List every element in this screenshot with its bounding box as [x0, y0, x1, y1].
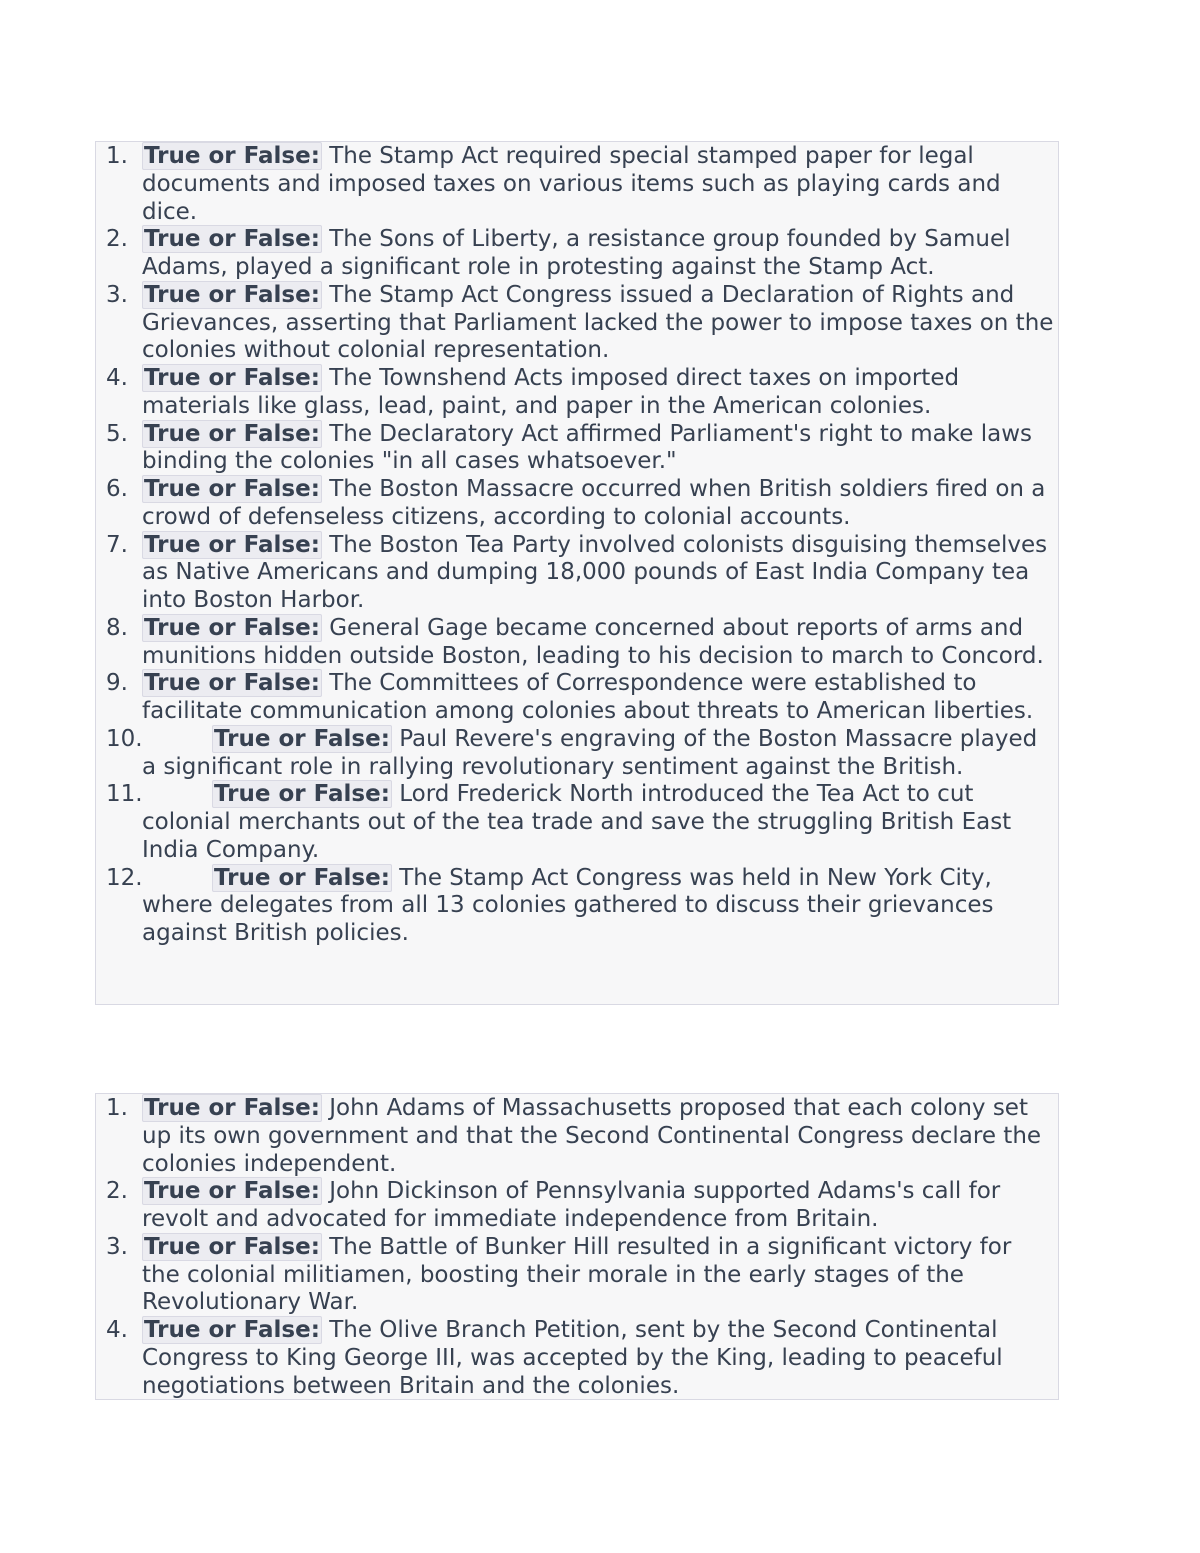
item-number: 6. [106, 476, 128, 502]
list-item [96, 143, 1058, 226]
item-number: 10. [106, 725, 143, 752]
item-number: 12. [106, 864, 143, 891]
list-item [96, 365, 1058, 421]
item-text: John Adams of Massachusetts proposed that each colony set up its own government and that the Second Continental Congress declare the colonies independent. [142, 1095, 1042, 1177]
true-false-label: True or False: [214, 725, 390, 752]
item-text: General Gage became concerned about reports of arms and munitions hidden outside Boston, leading to his decision to march to Concord. [142, 614, 1044, 669]
item-number: 2. [106, 226, 128, 253]
item-text: Paul Revere's engraving of the Boston Massacre played a significant role in rallying revolutionary sentiment against the British. [142, 725, 1038, 780]
item-number: 5. [106, 420, 128, 447]
question-block-1 [95, 141, 1059, 1005]
item-text: The Stamp Act Congress was held in New York City, where delegates from all 13 colonies gathered to discuss their grievances against British policies. [142, 864, 994, 946]
list-item [96, 781, 1058, 864]
item-number: 9. [106, 670, 128, 697]
true-false-label: True or False: [144, 1178, 320, 1205]
list-item [96, 1317, 1058, 1400]
item-number: 4. [106, 1317, 128, 1343]
item-number: 1. [106, 143, 128, 169]
item-text: The Stamp Act Congress issued a Declaration of Rights and Grievances, asserting that Parliament lacked the power to impose taxes on the colonies without colonial representation. [142, 281, 1054, 364]
list-item [96, 615, 1058, 671]
item-text: The Townshend Acts imposed direct taxes on imported materials like glass, lead, paint, and paper in the American colonies. [142, 365, 960, 419]
true-false-label: True or False: [214, 864, 390, 891]
list-item [96, 865, 1058, 948]
question-list-1 [96, 142, 1058, 948]
true-false-label: True or False: [214, 781, 390, 808]
list-item [96, 421, 1058, 477]
true-false-label: True or False: [144, 226, 320, 253]
true-false-label: True or False: [144, 1317, 320, 1343]
list-item [96, 1234, 1058, 1317]
item-text: The Stamp Act required special stamped paper for legal documents and imposed taxes on various items such as playing cards and dice. [142, 143, 1001, 225]
item-text: Lord Frederick North introduced the Tea Act to cut colonial merchants out of the tea trade and save the struggling British East India Company. [142, 781, 1012, 863]
question-list-2 [96, 1094, 1058, 1400]
true-false-label: True or False: [144, 1233, 320, 1260]
item-text: The Olive Branch Petition, sent by the Second Continental Congress to King George III, was accepted by the King, leading to peaceful negotiations between Britain and the colonies. [142, 1317, 1003, 1399]
true-false-label: True or False: [144, 531, 320, 558]
list-item [96, 1095, 1058, 1178]
true-false-label: True or False: [144, 614, 320, 641]
item-number: 11. [106, 781, 143, 808]
item-number: 1. [106, 1095, 128, 1121]
true-false-label: True or False: [144, 143, 320, 169]
item-number: 8. [106, 614, 128, 641]
item-number: 3. [106, 1233, 128, 1260]
item-number: 7. [106, 531, 128, 558]
list-item [96, 282, 1058, 365]
item-text: The Sons of Liberty, a resistance group founded by Samuel Adams, played a significant role in protesting against the Stamp Act. [142, 226, 1011, 280]
true-false-label: True or False: [144, 281, 320, 308]
list-item [96, 670, 1058, 726]
item-text: The Boston Massacre occurred when British soldiers fired on a crowd of defenseless citizens, according to colonial accounts. [142, 476, 1046, 530]
list-item [96, 1178, 1058, 1234]
list-item [96, 476, 1058, 532]
item-number: 3. [106, 281, 128, 308]
list-item [96, 726, 1058, 782]
item-text: The Declaratory Act affirmed Parliament's right to make laws binding the colonies "in all cases whatsoever." [142, 420, 1032, 475]
true-false-label: True or False: [144, 1095, 320, 1121]
list-item [96, 532, 1058, 615]
question-block-2 [95, 1093, 1059, 1400]
item-text: John Dickinson of Pennsylvania supported Adams's call for revolt and advocated for immediate independence from Britain. [142, 1178, 1001, 1232]
item-number: 4. [106, 365, 128, 391]
item-number: 2. [106, 1178, 128, 1205]
true-false-label: True or False: [144, 365, 320, 391]
list-item [96, 226, 1058, 282]
true-false-label: True or False: [144, 670, 320, 697]
item-text: The Battle of Bunker Hill resulted in a significant victory for the colonial militiamen, boosting their morale in the early stages of the Revolutionary War. [142, 1233, 1012, 1316]
item-text: The Committees of Correspondence were established to facilitate communication among colonies about threats to American liberties. [142, 670, 1034, 724]
item-text: The Boston Tea Party involved colonists disguising themselves as Native Americans and dumping 18,000 pounds of East India Company tea into Boston Harbor. [142, 531, 1048, 613]
true-false-label: True or False: [144, 420, 320, 447]
true-false-label: True or False: [144, 476, 320, 502]
